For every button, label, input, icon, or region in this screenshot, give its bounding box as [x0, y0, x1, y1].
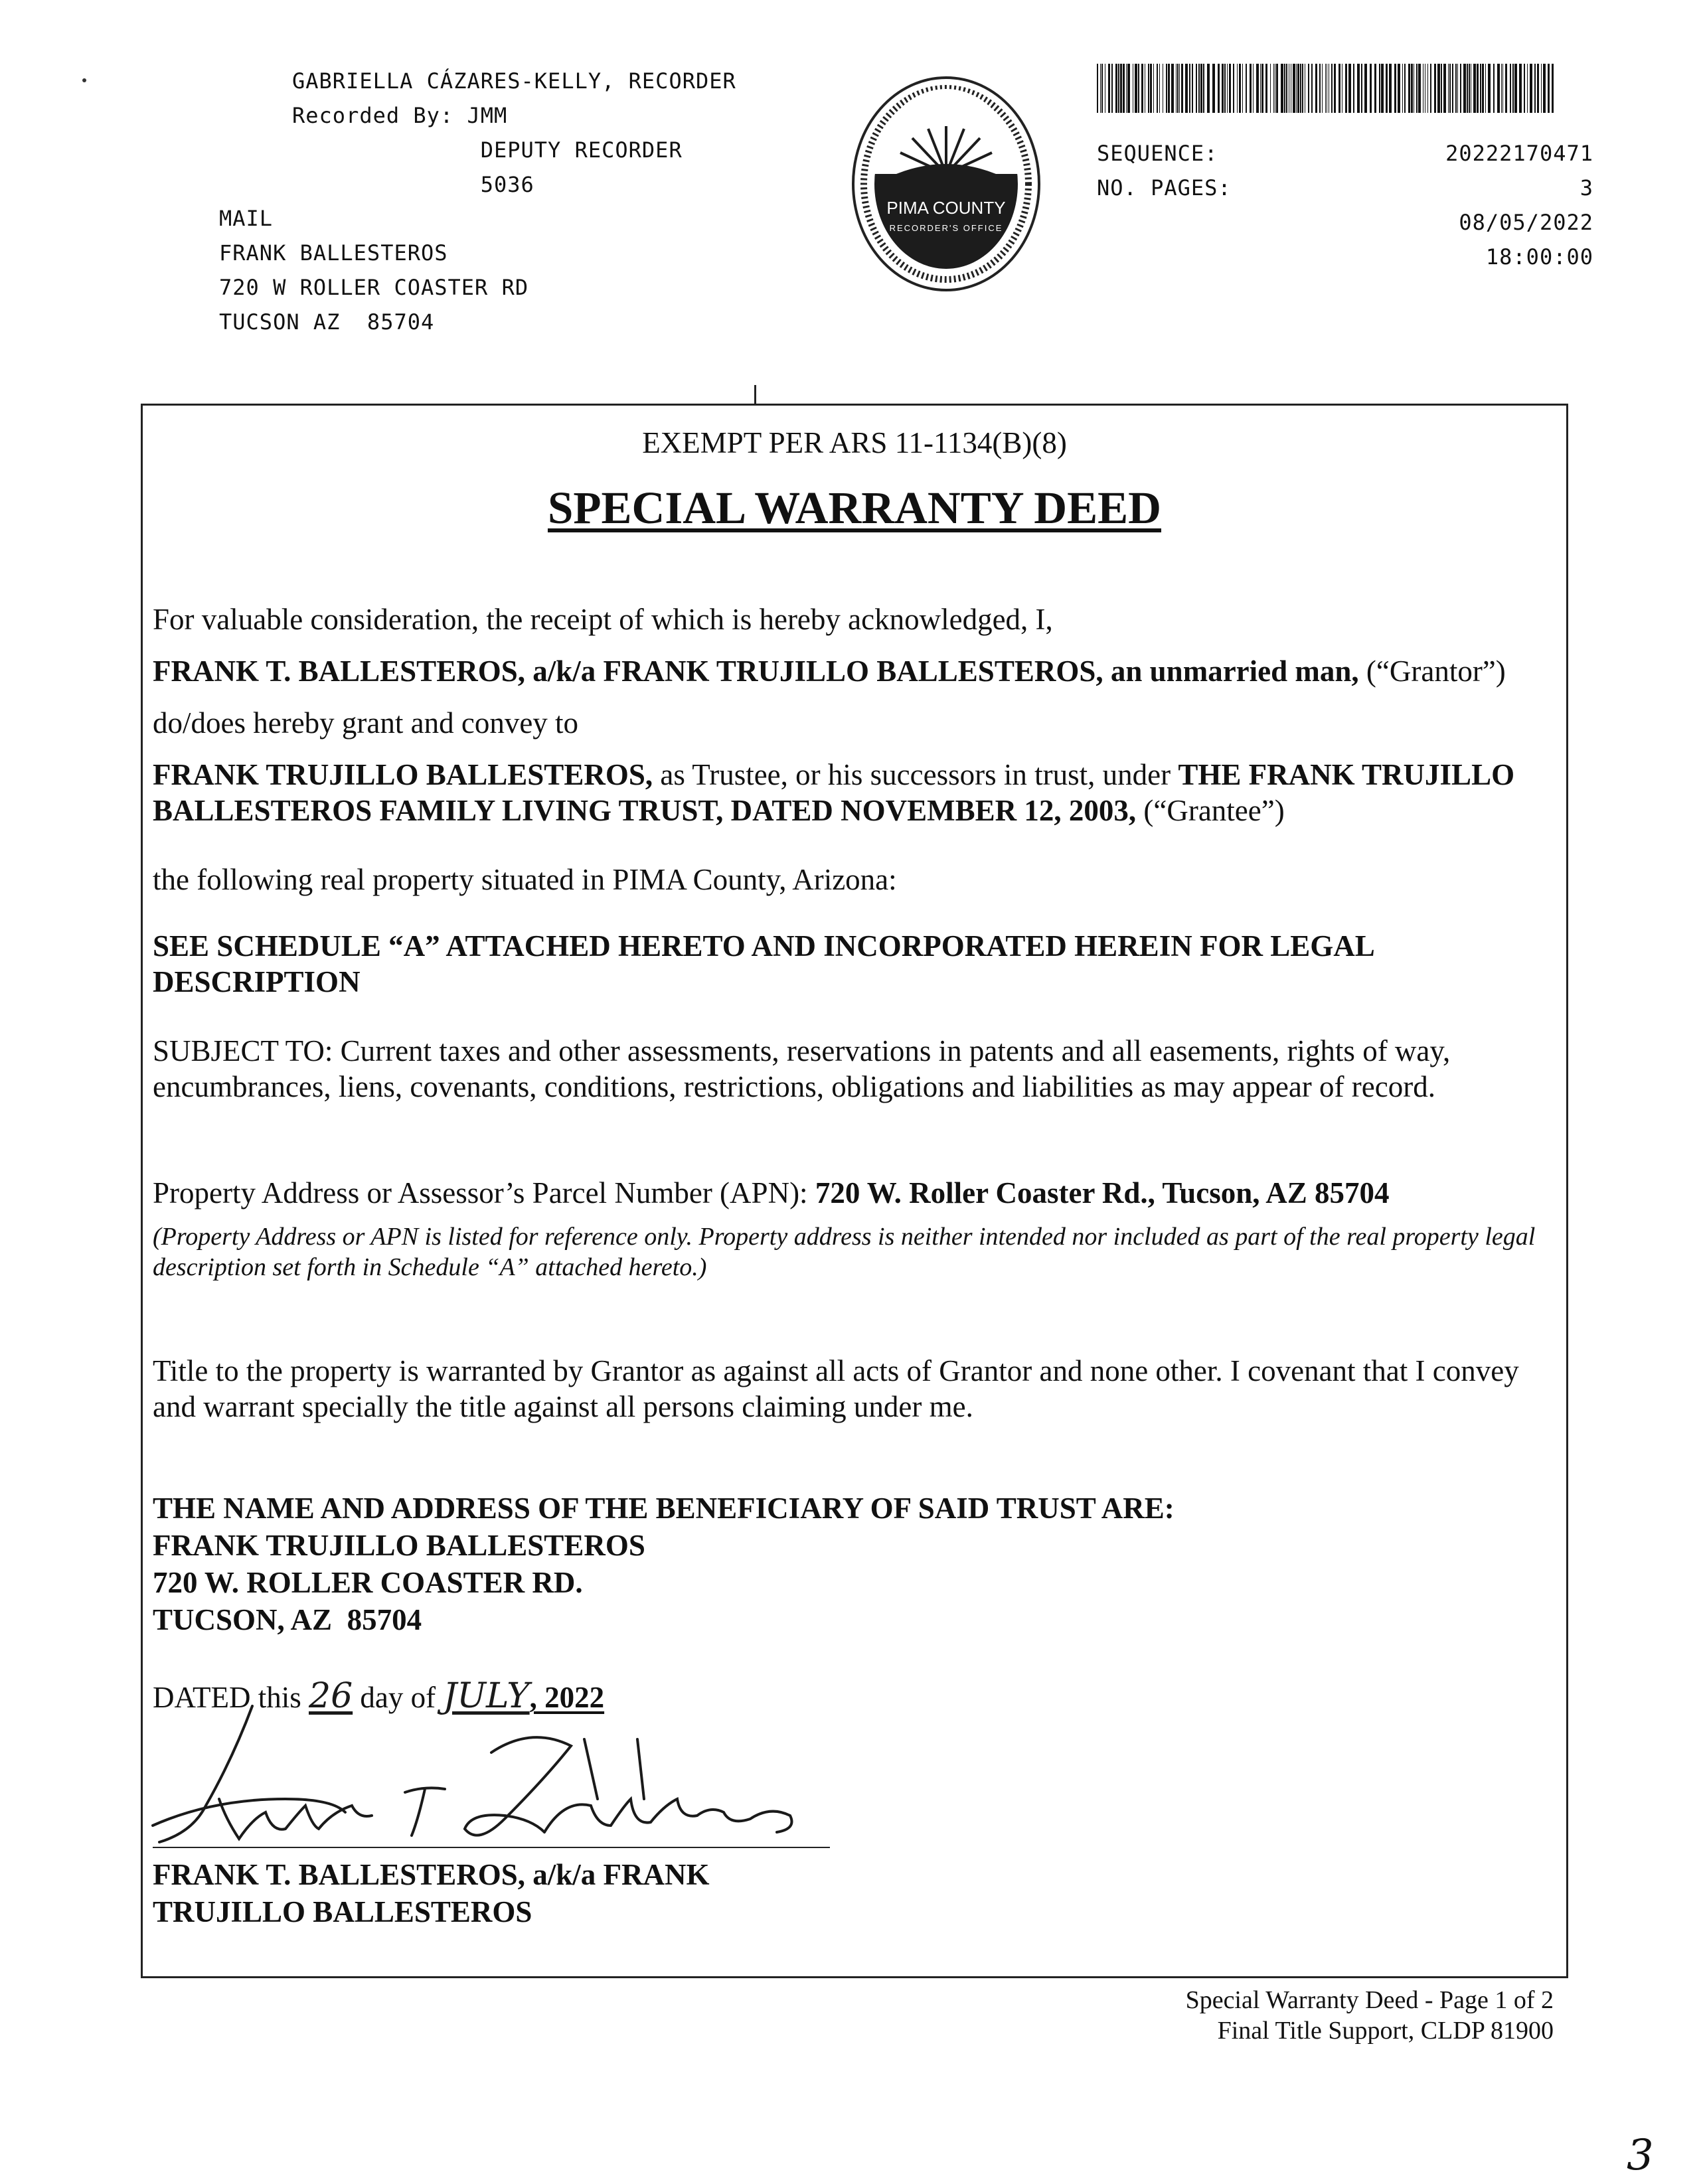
title-text: SPECIAL WARRANTY DEED: [547, 483, 1162, 533]
barcode-bar: [1527, 64, 1528, 113]
barcode-bar: [1519, 64, 1522, 113]
barcode-bar: [1477, 64, 1479, 113]
barcode-bar: [1418, 64, 1421, 113]
barcode-bar: [1159, 64, 1160, 113]
barcode-bar: [1469, 64, 1470, 113]
barcode-bar: [1153, 64, 1154, 113]
beneficiary-heading: THE NAME AND ADDRESS OF THE BENEFICIARY OF SAID TRUST ARE:: [153, 1492, 1175, 1525]
barcode-bar: [1381, 64, 1384, 113]
barcode-bar: [1293, 64, 1295, 113]
barcode-bar: [1443, 64, 1446, 113]
barcode-bar: [1100, 64, 1101, 113]
barcode-bar: [1389, 64, 1392, 113]
grantor-tag: (“Grantor”): [1358, 655, 1506, 688]
barcode-bar: [1281, 64, 1283, 113]
mailing-address: [219, 201, 528, 339]
grantee-tag: (“Grantee”): [1136, 794, 1285, 827]
barcode-bar: [1334, 64, 1336, 113]
recording-time: 18:00:00: [1485, 244, 1593, 270]
barcode-bar: [1460, 64, 1461, 113]
dated-year: , 2022: [529, 1681, 605, 1714]
seal-subtitle: RECORDER'S OFFICE: [889, 223, 1003, 233]
apn-line: [153, 1175, 1554, 1211]
barcode-bar: [1224, 64, 1226, 113]
barcode-bar: [1448, 64, 1449, 113]
grantee-text: as Trustee, or his successors in trust, under: [653, 758, 1178, 791]
mail-name: FRANK BALLESTEROS: [219, 240, 448, 266]
grantee-trustee: FRANK TRUJILLO BALLESTEROS,: [153, 758, 653, 791]
barcode-bar: [1482, 64, 1484, 113]
barcode-bar: [1467, 64, 1468, 113]
barcode-bar: [1261, 64, 1263, 113]
barcode-bar: [1394, 64, 1396, 113]
barcode-bar: [1338, 64, 1340, 113]
barcode-bar: [1212, 64, 1215, 113]
warranty-clause: Title to the property is warranted by Grantor as against all acts of Grantor and none other. I covenant that I convey and warrant specially the title against all persons claiming under me.: [153, 1354, 1519, 1423]
barcode-bar: [1237, 64, 1238, 113]
dated-mid: day of: [353, 1681, 444, 1714]
sequence-number: 20222170471: [1445, 141, 1593, 166]
barcode-bar: [1510, 64, 1511, 113]
barcode-bar: [1488, 64, 1491, 113]
barcode-bar: [1177, 64, 1178, 113]
barcode-bar: [1148, 64, 1149, 113]
barcode-bar: [1374, 64, 1376, 113]
barcode-bar: [1179, 64, 1180, 113]
barcode-bar: [1111, 64, 1113, 113]
barcode-bar: [1123, 64, 1125, 113]
page-count: 3: [1580, 175, 1593, 200]
barcode-bar: [1497, 64, 1500, 113]
grantor-name: FRANK T. BALLESTEROS, a/k/a FRANK TRUJILLO BALLESTEROS, an unmarried man,: [153, 655, 1359, 688]
property-clause: the following real property situated in PIMA County, Arizona:: [153, 863, 897, 896]
dated-day: 26: [309, 1676, 353, 1716]
sequence-label: SEQUENCE:: [1097, 141, 1218, 166]
apn-value: 720 W. Roller Coaster Rd., Tucson, AZ 85704: [815, 1176, 1390, 1209]
barcode-bar: [1331, 64, 1333, 113]
barcode-bar: [1297, 64, 1299, 113]
handwritten-signature: [133, 1699, 837, 1859]
grantee-trust: THE FRANK TRUJILLO BALLESTEROS FAMILY LIVING TRUST, DATED NOVEMBER 12, 2003,: [153, 758, 1515, 827]
barcode-bar: [1101, 64, 1103, 113]
barcode-bar: [1449, 64, 1451, 113]
pima-county-seal: [850, 74, 1042, 293]
frame-tick: [754, 385, 756, 405]
barcode-bar: [1530, 64, 1532, 113]
barcode-bar: [1537, 64, 1539, 113]
beneficiary-block: [153, 1490, 1554, 1638]
barcode-bar: [1207, 64, 1210, 113]
barcode-bar: [1302, 64, 1303, 113]
barcode-bar: [1473, 64, 1476, 113]
convey-clause: do/does hereby grant and convey to: [153, 706, 579, 740]
deputy-recorder: DEPUTY RECORDER: [292, 137, 683, 163]
barcode-bar: [1322, 64, 1323, 113]
barcode-bar: [1157, 64, 1158, 113]
apn-note: (Property Address or APN is listed for reference only. Property address is neither intended nor included as part of the real property legal description set forth in Schedule “A” attached hereto.): [153, 1223, 1536, 1281]
dated-month: JULY: [443, 1676, 530, 1716]
barcode-bar: [1452, 64, 1453, 113]
barcode-bar: [1437, 64, 1440, 113]
barcode-bar: [1416, 64, 1418, 113]
barcode-bar: [1118, 64, 1119, 113]
barcode-bar: [1348, 64, 1351, 113]
barcode-bar: [1239, 64, 1241, 113]
barcode-bar: [1233, 64, 1234, 113]
recorded-by: Recorded By: JMM: [292, 103, 508, 128]
barcode-bar: [1319, 64, 1321, 113]
barcode-bar: [1524, 64, 1525, 113]
barcode-bar: [1138, 64, 1139, 113]
document-title: [141, 483, 1568, 533]
barcode-bar: [1246, 64, 1247, 113]
barcode-bar: [1115, 64, 1117, 113]
signer-line-2: TRUJILLO BALLESTEROS: [153, 1895, 532, 1928]
grantor-clause: [153, 653, 1554, 689]
barcode-bar: [1364, 64, 1367, 113]
barcode-bar: [1126, 64, 1127, 113]
barcode-bar: [1357, 64, 1360, 113]
barcode-bar: [1189, 64, 1190, 113]
barcode-bar: [1181, 64, 1183, 113]
barcode-bar: [1171, 64, 1174, 113]
barcode-bar: [1386, 64, 1388, 113]
sequence-labels: [1097, 136, 1232, 205]
mail-label: MAIL: [219, 206, 274, 231]
barcode-bar: [1260, 64, 1261, 113]
barcode-bar: [1379, 64, 1380, 113]
barcode-bar: [1370, 64, 1372, 113]
footer-company: Final Title Support, CLDP 81900: [1217, 2017, 1554, 2045]
barcode-bar: [1541, 64, 1542, 113]
consideration-clause: For valuable consideration, the receipt of which is hereby acknowledged, I,: [153, 603, 1053, 636]
barcode-bar: [1120, 64, 1122, 113]
barcode-bar: [1308, 64, 1309, 113]
barcode-bar: [1543, 64, 1546, 113]
barcode-bar: [1501, 64, 1502, 113]
barcode-bar: [1315, 64, 1317, 113]
pages-label: NO. PAGES:: [1097, 175, 1232, 200]
barcode-bar: [1097, 64, 1098, 113]
barcode-bar: [1108, 64, 1110, 113]
recorder-name: GABRIELLA CÁZARES-KELLY, RECORDER: [292, 68, 736, 94]
barcode-bar: [1455, 64, 1457, 113]
barcode-bar: [1270, 64, 1271, 113]
seal-title: PIMA COUNTY: [886, 198, 1006, 218]
beneficiary-city: TUCSON, AZ 85704: [153, 1603, 422, 1636]
beneficiary-street: 720 W. ROLLER COASTER RD.: [153, 1566, 583, 1599]
barcode-bar: [1514, 64, 1517, 113]
page-footer: [1062, 1985, 1554, 2046]
barcode-bar: [1192, 64, 1193, 113]
barcode-bar: [1222, 64, 1224, 113]
mail-street: 720 W ROLLER COASTER RD: [219, 275, 529, 300]
barcode-bar: [1135, 64, 1137, 113]
barcode-bar: [1284, 64, 1285, 113]
barcode-bar: [1548, 64, 1550, 113]
signer-block: [153, 1856, 1554, 1930]
barcode-bar: [1185, 64, 1188, 113]
barcode-bar: [1200, 64, 1202, 113]
barcode-bar: [1502, 64, 1503, 113]
barcode-bar: [1265, 64, 1267, 113]
barcode-bar: [1203, 64, 1204, 113]
barcode-bar: [1361, 64, 1362, 113]
barcode: [1097, 64, 1555, 113]
stray-mark: [82, 78, 86, 82]
barcode-bar: [1404, 64, 1406, 113]
barcode-bar: [1250, 64, 1252, 113]
handwritten-page-number: 3: [1627, 2131, 1654, 2180]
barcode-bar: [1242, 64, 1243, 113]
recording-date: 08/05/2022: [1459, 210, 1593, 235]
barcode-bar: [1168, 64, 1170, 113]
barcode-bar: [1196, 64, 1197, 113]
barcode-bar: [1256, 64, 1259, 113]
barcode-bar: [1345, 64, 1347, 113]
recorder-id: 5036: [292, 172, 534, 197]
barcode-bar: [1534, 64, 1536, 113]
barcode-bar: [1218, 64, 1220, 113]
apn-label: Property Address or Assessor’s Parcel Number (APN):: [153, 1176, 815, 1209]
schedule-reference: SEE SCHEDULE “A” ATTACHED HERETO AND INCORPORATED HEREIN FOR LEGAL DESCRIPTION: [153, 929, 1374, 998]
barcode-bar: [1300, 64, 1301, 113]
barcode-bar: [1229, 64, 1231, 113]
mail-city: TUCSON AZ 85704: [219, 309, 435, 335]
footer-page-info: Special Warranty Deed - Page 1 of 2: [1185, 1986, 1554, 2014]
barcode-bar: [1485, 64, 1486, 113]
barcode-bar: [1141, 64, 1143, 113]
barcode-bar: [1325, 64, 1326, 113]
signature-line: [153, 1847, 830, 1848]
barcode-bar: [1296, 64, 1297, 113]
barcode-bar: [1552, 64, 1554, 113]
barcode-bar: [1427, 64, 1428, 113]
exempt-notice: EXEMPT PER ARS 11-1134(B)(8): [642, 426, 1067, 459]
barcode-bar: [1408, 64, 1410, 113]
barcode-bar: [1127, 64, 1130, 113]
barcode-bar: [1398, 64, 1400, 113]
barcode-bar: [1441, 64, 1442, 113]
barcode-bar: [1227, 64, 1228, 113]
barcode-bar: [1457, 64, 1458, 113]
signer-line-1: FRANK T. BALLESTEROS, a/k/a FRANK: [153, 1858, 710, 1891]
grantee-clause: [153, 757, 1554, 828]
sequence-values: [1261, 136, 1593, 274]
barcode-bar: [1434, 64, 1436, 113]
dated-prefix: DATED this: [153, 1681, 309, 1714]
barcode-bar: [1311, 64, 1313, 113]
subject-to-clause: SUBJECT TO: Current taxes and other assessments, reservations in patents and all easements, rights of way, encumbrances, liens, covenants, conditions, restrictions, obligations and liabilities as may appear of record.: [153, 1034, 1451, 1103]
barcode-bar: [1402, 64, 1403, 113]
barcode-bar: [1353, 64, 1354, 113]
barcode-bar: [1198, 64, 1200, 113]
barcode-bar: [1480, 64, 1481, 113]
barcode-bar: [1276, 64, 1278, 113]
barcode-bar: [1273, 64, 1274, 113]
barcode-bar: [1286, 64, 1287, 113]
barcode-bar: [1512, 64, 1514, 113]
barcode-bar: [1253, 64, 1254, 113]
barcode-bar: [1430, 64, 1431, 113]
barcode-bar: [1411, 64, 1413, 113]
barcode-bar: [1166, 64, 1167, 113]
beneficiary-name: FRANK TRUJILLO BALLESTEROS: [153, 1529, 645, 1562]
barcode-bar: [1505, 64, 1507, 113]
barcode-bar: [1463, 64, 1466, 113]
recorder-block: [292, 64, 736, 202]
barcode-bar: [1493, 64, 1495, 113]
barcode-bar: [1150, 64, 1152, 113]
